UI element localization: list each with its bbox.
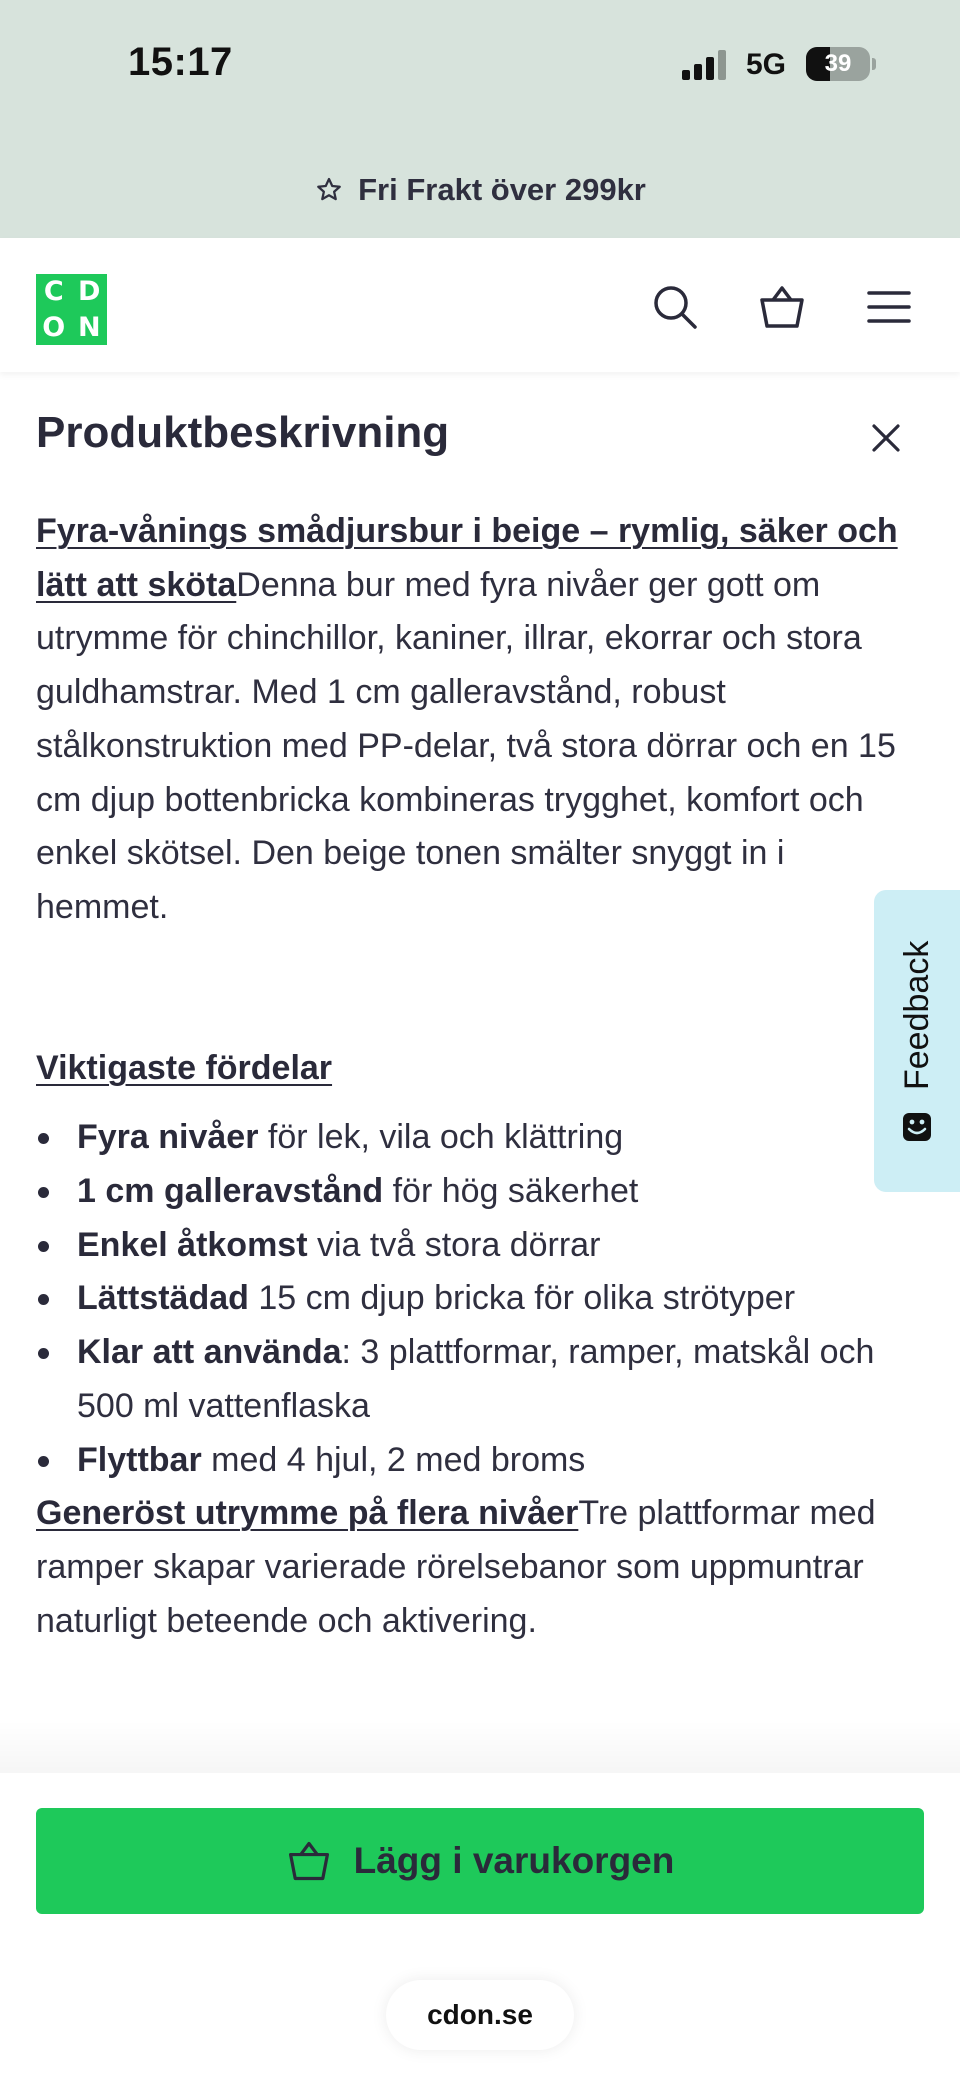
list-item: 1 cm galleravstånd för hög säkerhet [36,1165,916,1219]
section-body: Tre plattformar med ramper skapar varierade rörelsebanor som uppmuntrar naturligt beteende och aktivering. [36,1494,876,1640]
top-banner [0,0,960,238]
cdon-logo[interactable] [36,274,107,345]
status-bar [0,0,960,130]
menu-icon[interactable] [864,282,914,332]
product-description [36,505,916,1648]
free-shipping-banner [0,160,960,220]
page-title: Produktbeskrivning [36,408,450,457]
battery-level: 39 [824,50,852,77]
modal-header [36,408,924,468]
signal-icon [682,50,728,80]
list-item: Fyra nivåer för lek, vila och klättring [36,1111,916,1165]
star-icon [314,175,344,205]
section-heading: Generöst utrymme på flera nivåer [36,1494,579,1533]
site-header [0,238,960,372]
network-label: 5G [746,48,787,81]
feedback-tab[interactable] [874,890,960,1192]
basket-icon [286,1838,332,1884]
logo-letter: O [42,311,66,343]
description-section-2-heading [36,1042,916,1096]
description-section-1 [36,505,916,935]
description-section-3 [36,1487,916,1648]
bottom-action-bar [0,1773,960,2081]
search-icon[interactable] [650,282,700,332]
logo-letter: C [43,276,64,308]
close-icon[interactable] [866,418,906,458]
add-to-cart-label: Lägg i varukorgen [353,1840,675,1881]
list-item: Enkel åtkomst via två stora dörrar [36,1219,916,1273]
smiley-icon [902,1112,932,1142]
browser-url-bar[interactable]: cdon.se [386,1980,574,2050]
logo-letter: D [78,276,101,308]
battery-icon [806,47,870,81]
benefits-list [36,1111,916,1487]
list-item: Lättstädad 15 cm djup bricka för olika strötyper [36,1272,916,1326]
section-heading: Viktigaste fördelar [36,1048,333,1087]
status-time: 15:17 [128,40,233,84]
add-to-cart-button[interactable] [36,1808,924,1914]
basket-icon[interactable] [757,282,807,332]
section-heading: Fyra-vånings smådjursbur i beige – rymlig, säker och lätt att sköta [36,512,898,604]
logo-letter: N [77,311,101,343]
feedback-label: Feedback [898,940,936,1090]
free-shipping-text: Fri Frakt över 299kr [358,172,646,207]
list-item: Klar att använda: 3 plattformar, ramper, matskål och 500 ml vattenflaska [36,1326,916,1433]
list-item: Flyttbar med 4 hjul, 2 med broms [36,1434,916,1488]
section-body: Denna bur med fyra nivåer ger gott om utrymme för chinchillor, kaniner, illrar, ekorrar och stora guldhamstrar. Med 1 cm galleravstånd, robust stålkonstruktion med PP-delar, två stora dörrar och en 15 cm djup bottenbricka kombineras trygghet, komfort och enkel skötsel. Den beige tonen smälter snyggt in i hemmet. [36,565,896,926]
